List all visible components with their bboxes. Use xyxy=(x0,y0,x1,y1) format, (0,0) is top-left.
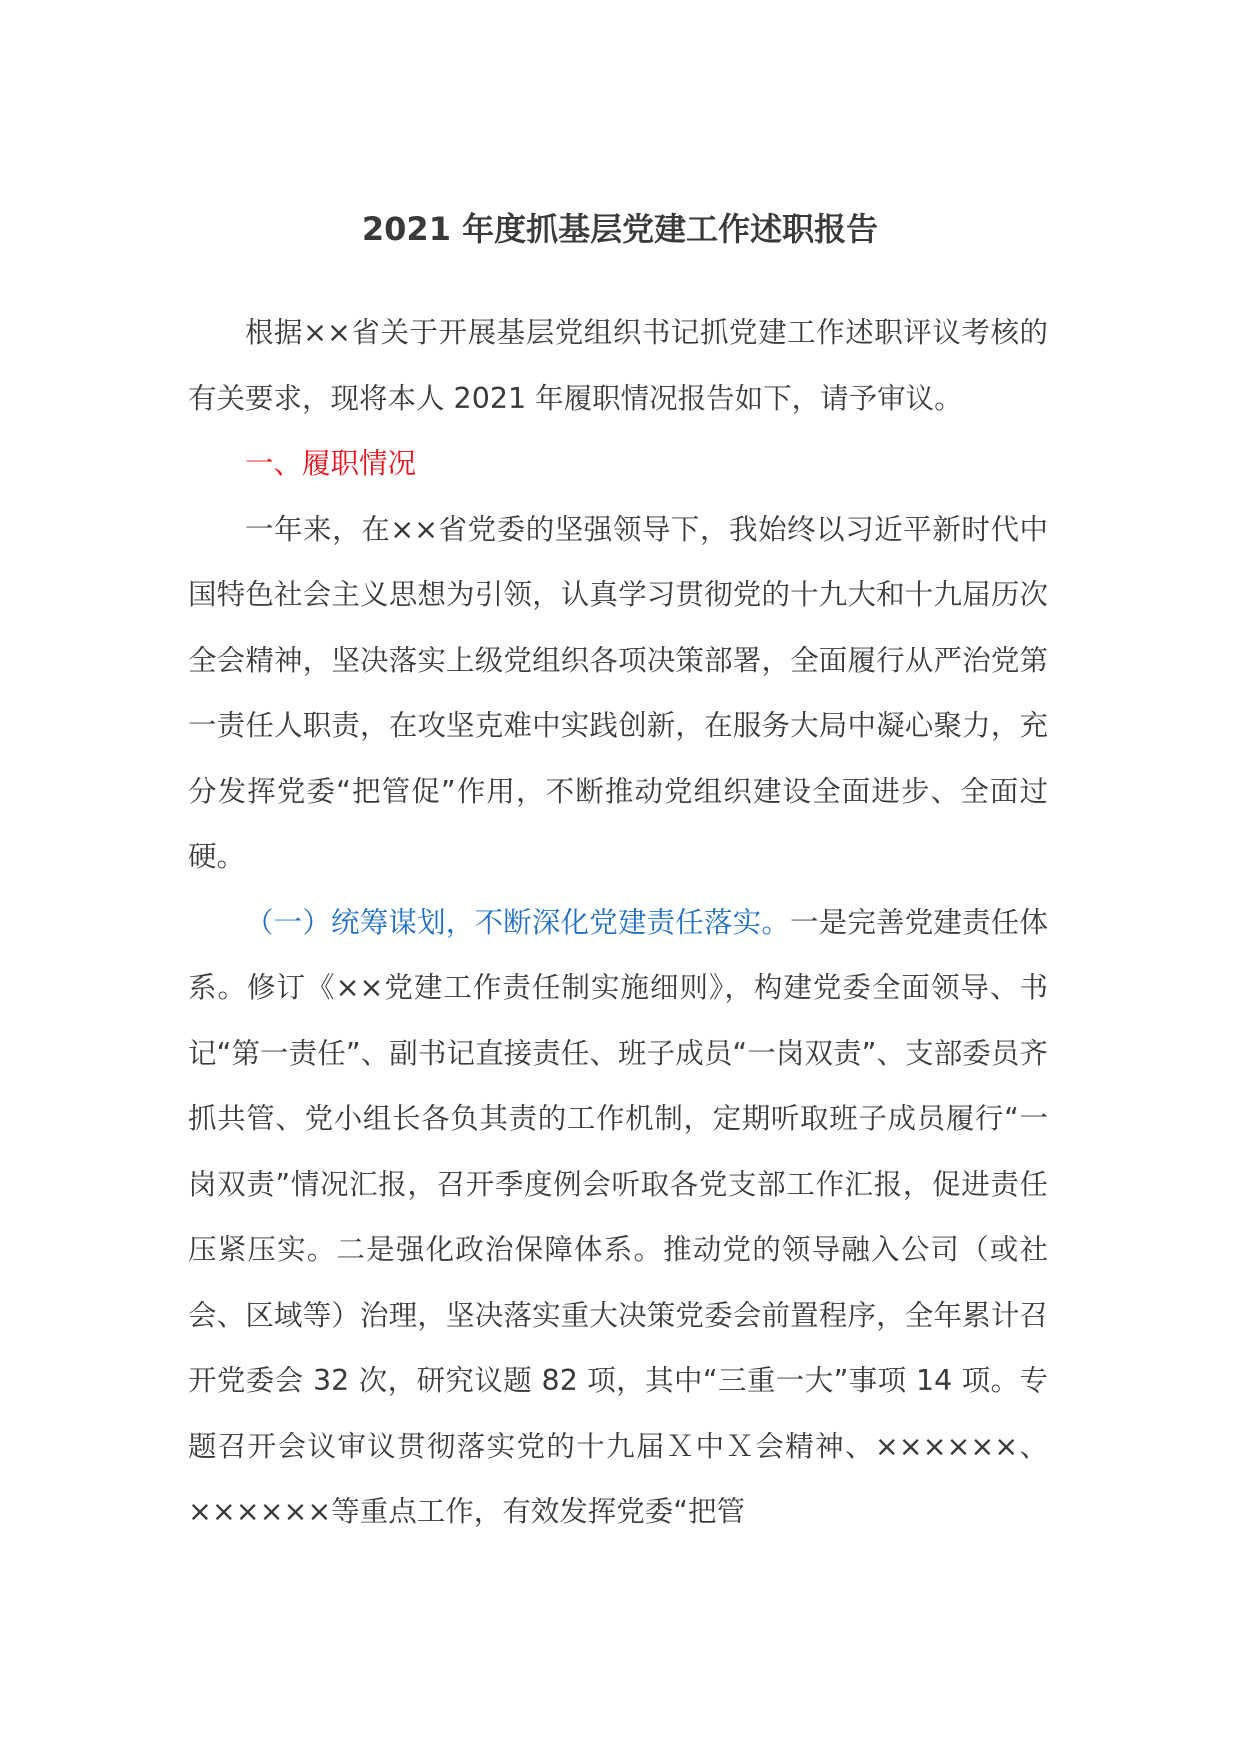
intro-paragraph: 根据××省关于开展基层党组织书记抓党建工作述职评议考核的有关要求，现将本人 2021 年履职情况报告如下，请予审议。 xyxy=(188,316,1048,415)
document-body xyxy=(188,300,1048,1545)
section-heading-duty: 一、履职情况 xyxy=(245,447,417,480)
subsection-heading-1: （一）统筹谋划，不断深化党建责任落实。 xyxy=(245,905,790,939)
subsection-paragraph-1 xyxy=(188,890,1048,1545)
overview-paragraph: 一年来，在××省党委的坚强领导下，我始终以习近平新时代中国特色社会主义思想为引领，认真学习贯彻党的十九大和十九届历次全会精神，坚决落实上级党组织各项决策部署，全面履行从严治党第一责任人职责，在攻坚克难中实践创新，在服务大局中凝心聚力，充分发挥党委“把管促”作用，不断推动党组织建设全面进步、全面过硬。 xyxy=(188,512,1048,873)
subsection-body-1: 一是完善党建责任体系。修订《××党建工作责任制实施细则》，构建党委全面领导、书记“第一责任”、副书记直接责任、班子成员“一岗双责”、支部委员齐抓共管、党小组长各负其责的工作机制，定期听取班子成员履行“一岗双责”情况汇报，召开季度例会听取各党支部工作汇报，促进责任压紧压实。二是强化政治保障体系。推动党的领导融入公司（或社会、区域等）治理，坚决落实重大决策党委会前置程序，全年累计召开党委会 32 次，研究议题 82 项，其中“三重一大”事项 14 项。专题召开会议审议贯彻落实党的十九届Ｘ中Ｘ会精神、××××××、××××××等重点工作，有效发挥党委“把管 xyxy=(188,905,1048,1528)
document-title: 2021 年度抓基层党建工作述职报告 xyxy=(361,210,879,248)
